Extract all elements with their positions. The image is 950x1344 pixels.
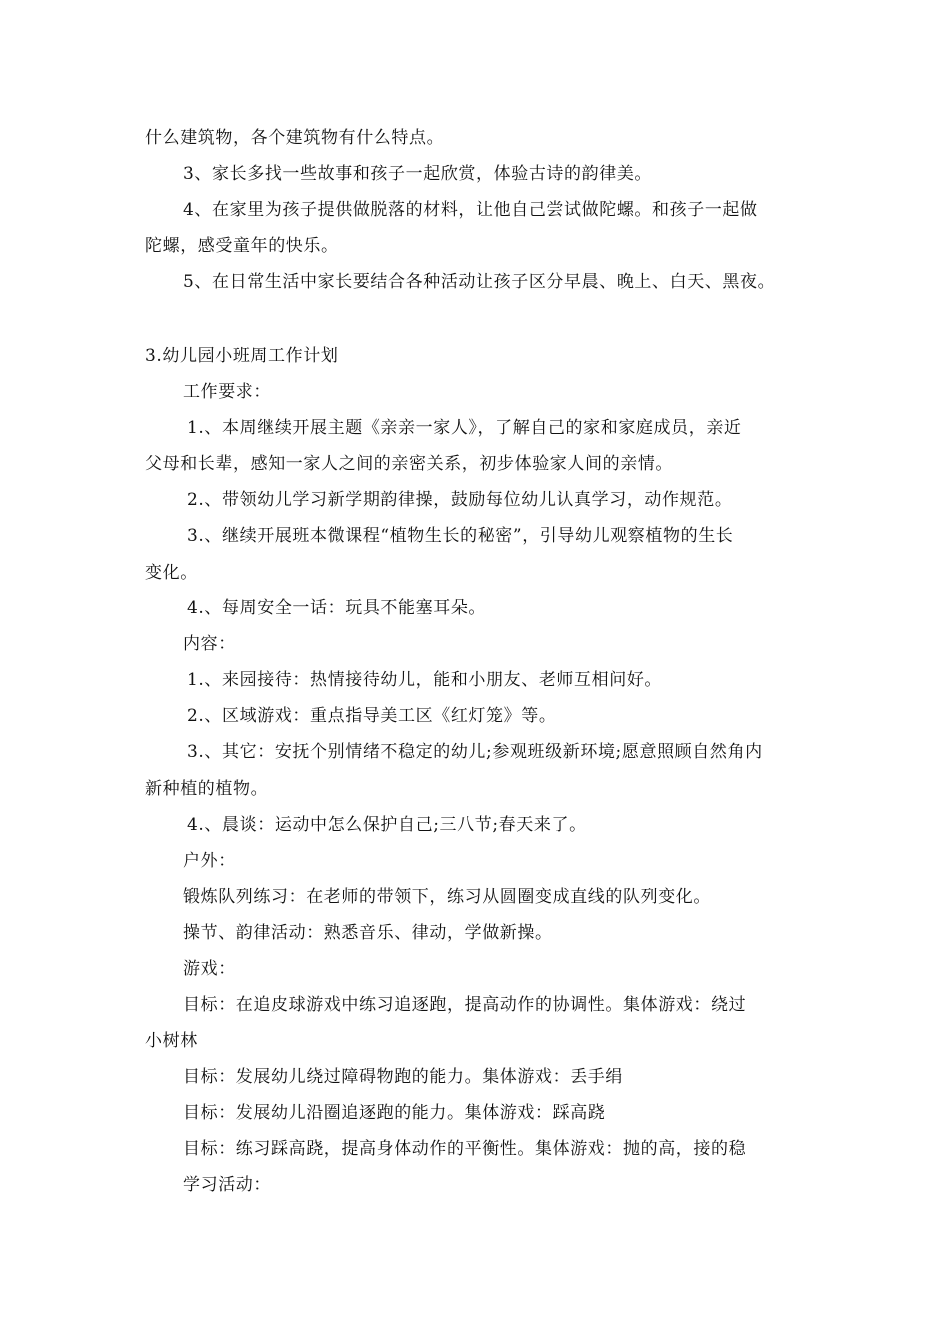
text-line: 父母和长辈，感知一家人之间的亲密关系，初步体验家人间的亲情。 [145,454,673,474]
text-line: 操节、韵律活动：熟悉音乐、律动，学做新操。 [183,923,553,943]
text-line: 小树林 [145,1031,198,1051]
text-line: 5、在日常生活中家长要结合各种活动让孩子区分早晨、晚上、白天、黑夜。 [183,272,776,292]
text-line: 1.、本周继续开展主题《亲亲一家人》，了解自己的家和家庭成员，亲近 [187,418,742,438]
text-line: 4、在家里为孩子提供做脱落的材料，让他自己尝试做陀螺。和孩子一起做 [183,200,758,220]
text-line: 游戏： [183,959,236,979]
text-line: 陀螺，感受童年的快乐。 [145,236,339,256]
text-line: 4.、晨谈：运动中怎么保护自己;三八节;春天来了。 [187,815,587,835]
text-line: 锻炼队列练习：在老师的带领下，练习从圆圈变成直线的队列变化。 [183,887,711,907]
text-line: 3、家长多找一些故事和孩子一起欣赏，体验古诗的韵律美。 [183,164,653,184]
text-line: 3.、继续开展班本微课程“植物生长的秘密”，引导幼儿观察植物的生长 [187,526,734,546]
text-line: 4.、每周安全一话：玩具不能塞耳朵。 [187,598,487,618]
text-line: 2.、区域游戏：重点指导美工区《红灯笼》等。 [187,706,557,726]
text-line: 户外： [183,851,236,871]
text-line: 工作要求： [183,382,271,402]
text-line: 变化。 [145,563,198,583]
text-line: 新种植的植物。 [145,779,269,799]
text-line: 目标：练习踩高跷，提高身体动作的平衡性。集体游戏：抛的高，接的稳 [183,1139,747,1159]
text-line: 什么建筑物，各个建筑物有什么特点。 [145,128,445,148]
text-line: 内容： [183,634,236,654]
text-line: 学习活动： [183,1175,271,1195]
text-line: 目标：发展幼儿绕过障碍物跑的能力。集体游戏：丢手绢 [183,1067,623,1087]
section-title: 3.幼儿园小班周工作计划 [145,346,339,366]
text-line: 3.、其它：安抚个别情绪不稳定的幼儿;参观班级新环境;愿意照顾自然角内 [187,742,763,762]
text-line: 1.、来园接待：热情接待幼儿，能和小朋友、老师互相问好。 [187,670,663,690]
text-line: 目标：发展幼儿沿圈追逐跑的能力。集体游戏：踩高跷 [183,1103,606,1123]
text-line: 2.、带领幼儿学习新学期韵律操，鼓励每位幼儿认真学习，动作规范。 [187,490,733,510]
text-line: 目标：在追皮球游戏中练习追逐跑，提高动作的协调性。集体游戏：绕过 [183,995,747,1015]
